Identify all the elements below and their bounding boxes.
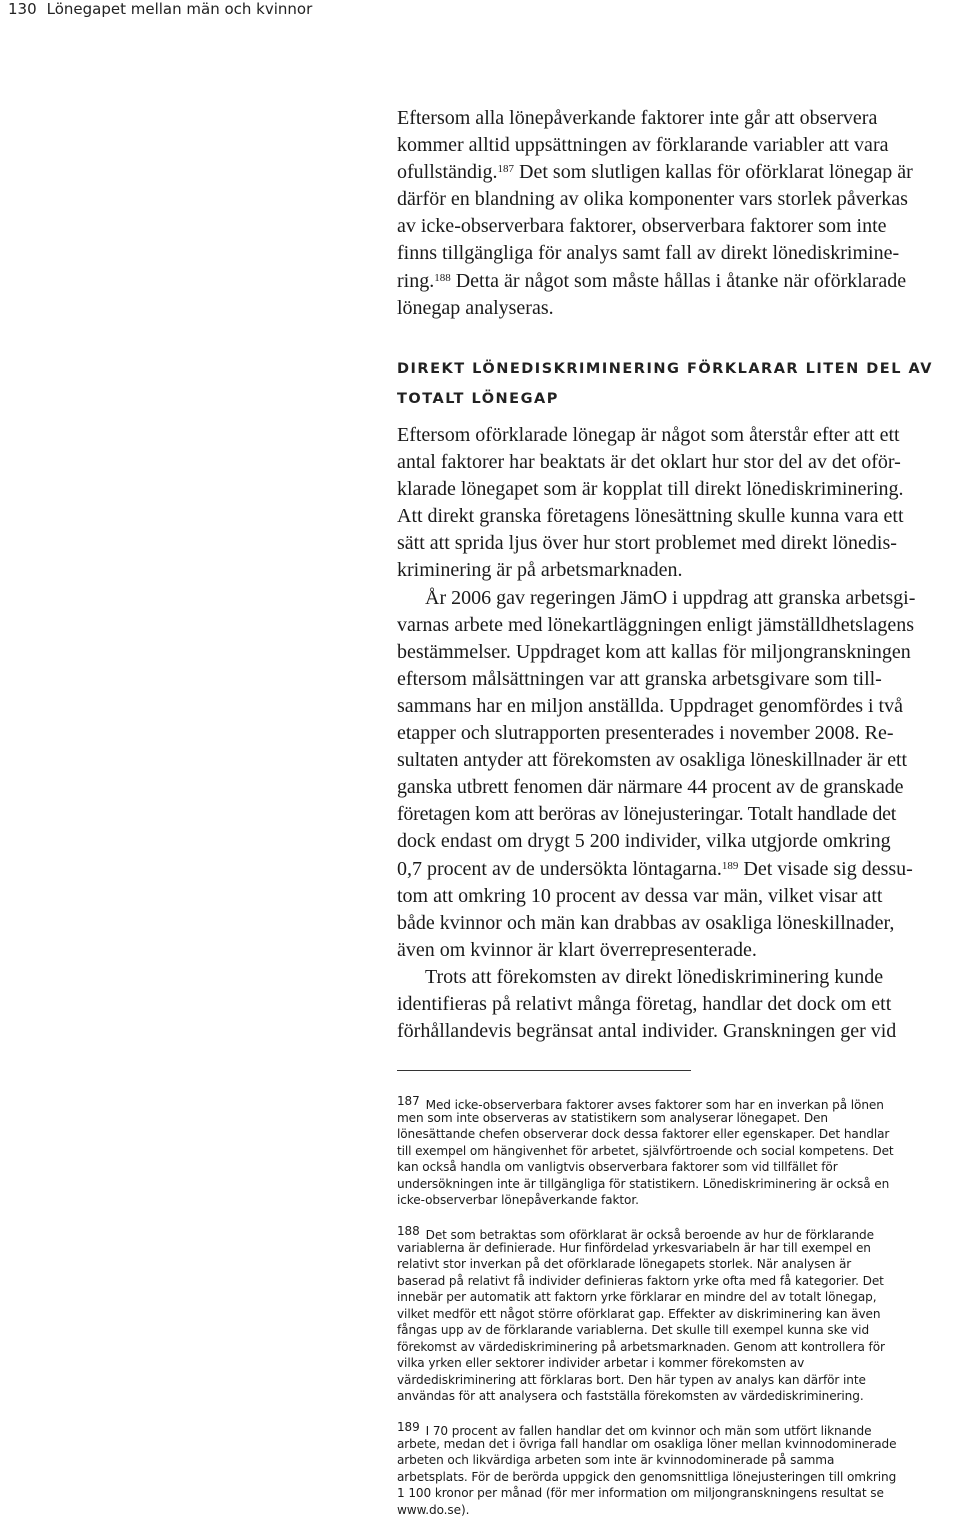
text-line: av icke-observerbara faktorer, observerbara faktorer som inte: [397, 215, 887, 238]
footnote-line: innebär per automatik att faktorn yrke förklarar en mindre del av totalt lönegap,: [397, 1290, 877, 1304]
footnote-line: relativt stor inverkan på det oförklarade lönegapets storlek. När analysen är: [397, 1257, 852, 1271]
section-heading: [397, 354, 959, 414]
footnote-line: arbete, medan det i övriga fall handlar om osakliga löner mellan kvinnodominerade: [397, 1436, 897, 1451]
text-line: bestämmelser. Uppdraget kom att kallas för miljongranskningen: [397, 640, 911, 663]
text-line: ganska utbrett fenomen där närmare 44 procent av de granskade: [397, 776, 904, 799]
text-line: sultaten antyder att förekomsten av osakliga löneskillnader är ett: [397, 749, 907, 772]
footnote-line: icke-observerbar lönepåverkande faktor.: [397, 1193, 639, 1207]
text-line: sätt att sprida ljus över hur stort problemet med direkt lönedis-: [397, 532, 897, 555]
text-line: tom att omkring 10 procent av dessa var män, vilket visar att: [397, 884, 883, 907]
text-line: eftersom målsättningen var att granska arbetsgivare som till-: [397, 667, 882, 690]
text-line: identifieras på relativt många företag, handlar det dock om ett: [397, 992, 892, 1015]
text-line: antal faktorer har beaktats är det oklart hur stor del av det oför-: [397, 451, 901, 474]
heading-line: DIREKT LÖNEDISKRIMINERING FÖRKLARAR LITEN DEL AV: [397, 361, 933, 377]
body-text: [397, 422, 959, 1045]
page-number: 130: [8, 0, 37, 18]
text-line: Eftersom alla lönepåverkande faktorer inte går att observera: [397, 107, 878, 129]
footnote-ref-188[interactable]: 188: [434, 271, 451, 284]
footnote-line: 187 Med icke-observerbara faktorer avses faktorer som har en inverkan på lönen: [397, 1094, 884, 1112]
footnote-line: vilket medför ett något större oförklarat gap. Effekter av diskriminering kan även: [397, 1306, 881, 1321]
footnote-line: arbetsplats. För de berörda uppgick den genomsnittliga lönejusteringen till omkring: [397, 1469, 897, 1484]
footnote-line: 189 I 70 procent av fallen handlar det om kvinnor och män som utfört liknande: [397, 1420, 872, 1438]
text-line: förhållandevis begränsat antal individer. Granskningen ger vid: [397, 1020, 897, 1043]
footnote-number: 188: [397, 1224, 420, 1238]
footnote-line: baserad på relativt få individer definieras faktorn yrke ofta med få kategorier. Det: [397, 1273, 884, 1288]
footnote-line: 1 100 kronor per månad (för mer information om miljongranskningens resultat se: [397, 1486, 884, 1500]
footnote-number: 189: [397, 1420, 420, 1434]
footnote-line: vilka yrken eller sektorer individer arbetar i kommer förekomsten av: [397, 1356, 805, 1370]
text-line: varnas arbete med lönekartläggningen enligt jämställdhetslagens: [397, 613, 915, 636]
footnote-number: 187: [397, 1094, 420, 1108]
text-line: både kvinnor och män kan drabbas av osakliga löneskillnader,: [397, 911, 895, 934]
footnote-divider: [397, 1070, 691, 1071]
footnote-line: värdediskriminering att förklaras bort. Den här typen av analys kan därför inte: [397, 1372, 866, 1387]
footnote-line: förekomst av värdediskriminering på arbetsmarknaden. Genom att kontrollera för: [397, 1339, 885, 1354]
text-line: Trots att förekomsten av direkt lönediskriminering kunde: [425, 965, 884, 988]
text-line: etapper och slutrapporten presenterades i november 2008. Re-: [397, 722, 894, 745]
footnote-line: www.do.se).: [397, 1502, 470, 1517]
footnote-189: [397, 1419, 957, 1518]
text-line: 0,7 procent av de undersökta löntagarna.$^{189}$ Det visade sig dessu-: [397, 857, 913, 880]
heading-line: TOTALT LÖNEGAP: [397, 391, 559, 407]
text-line: lönegap analyseras.: [397, 296, 554, 319]
text-line: kommer alltid uppsättningen av förklarande variabler att vara: [397, 134, 889, 157]
footnote-ref-187[interactable]: 187: [497, 163, 515, 176]
text-line: därför en blandning av olika komponenter vars storlek påverkas: [397, 188, 908, 211]
footnote-line: användas för att analysera och fastställa förekomsten av värdediskriminering.: [397, 1389, 864, 1403]
text-line: ofullständig.$^{187}$ Det som slutligen kallas för oförklarat lönegap är: [397, 161, 913, 184]
footnote-line: till exempel om hängivenhet för arbetet, självförtroende och social kompetens. Det: [397, 1143, 894, 1158]
footnote-line: fångas upp av de förklarande variablerna. Det skulle till exempel kunna ske vid: [397, 1323, 870, 1337]
text-line: Att direkt granska företagens lönesättning skulle kunna vara ett: [397, 505, 904, 528]
text-line: kriminering är på arbetsmarknaden.: [397, 559, 683, 582]
text-line: År 2006 gav regeringen JämO i uppdrag att granska arbetsgi-: [425, 586, 916, 609]
footnote-line: arbeten och likvärdiga arbeten som inte är kvinnodominerade på samma: [397, 1453, 835, 1467]
intro-paragraph: [397, 105, 959, 322]
running-title: Lönegapet mellan män och kvinnor: [46, 0, 313, 18]
text-line: finns tillgängliga för analys samt fall av direkt lönediskrimine-: [397, 242, 900, 265]
footnote-line: kan också handla om vanligtvis observerbara faktorer som vid tillfället för: [397, 1160, 838, 1174]
text-line: även om kvinnor är klart överrepresenterade.: [397, 938, 757, 961]
text-line: företagen kom att beröras av lönejusteringar. Totalt handlade det: [397, 803, 897, 826]
text-line: ring.$^{188}$ Detta är något som måste hållas i åtanke när oförklarade: [397, 269, 907, 292]
text-line: Eftersom oförklarade lönegap är något som återstår efter att ett: [397, 424, 900, 446]
footnote-line: men som inte observeras av statistikern som analyserar lönegapet. Den: [397, 1110, 828, 1125]
footnote-line: lönesättande chefen observerar dock dessa faktorer eller egenskaper. Det handlar: [397, 1127, 890, 1141]
text-line: dock endast om drygt 5 200 individer, vilka utgjorde omkring: [397, 830, 891, 853]
footnote-line: variablerna är definierade. Hur finfördelad yrkesvariabeln är har till exempel en: [397, 1240, 871, 1255]
footnote-line: 188 Det som betraktas som oförklarat är också beroende av hur de förklarande: [397, 1224, 874, 1242]
footnote-188: [397, 1223, 957, 1405]
text-line: klarade lönegapet som är kopplat till direkt lönediskriminering.: [397, 478, 904, 501]
footnote-187: [397, 1093, 957, 1209]
text-line: sammans har en miljon anställda. Uppdraget genomfördes i två: [397, 694, 903, 717]
footnote-ref-189[interactable]: 189: [721, 859, 739, 872]
footnote-line: undersökningen inte är tillgängliga för statistikern. Lönediskriminering är också en: [397, 1176, 890, 1191]
running-head: [8, 0, 322, 18]
